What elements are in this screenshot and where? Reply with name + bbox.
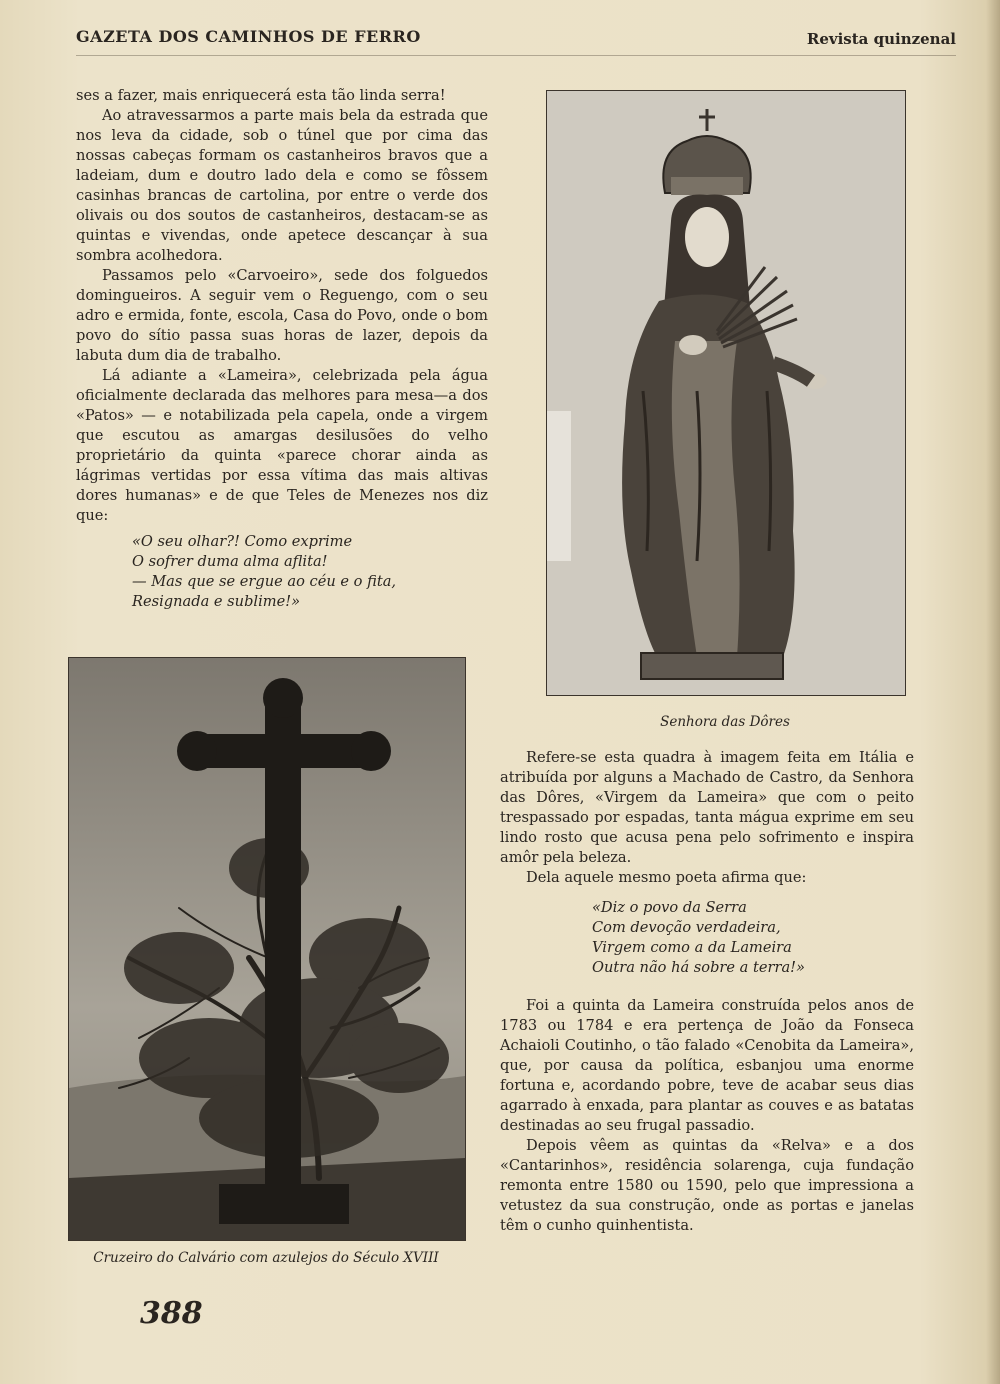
verse-line: Outra não há sobre a terra!» bbox=[592, 959, 805, 976]
statue-caption: Senhora das Dôres bbox=[660, 714, 790, 730]
paragraph: Ao atravessarmos a parte mais bela da estrada que nos leva da cidade, sob o túnel que por cima das nossas cabeças formam os castanheiros bravos que a ladeiam, dum e doutro lado dela e como se fôssem casinhas brancas de cartolina, por entre o verde dos olivais ou dos soutos de castanheiros, destacam-se as quintas e vivendas, onde apetece descançar à sua sombra acolhedora. bbox=[76, 107, 488, 264]
page-number: 388 bbox=[140, 1296, 203, 1331]
statue-photo bbox=[546, 90, 906, 696]
paragraph: Lá adiante a «Lameira», celebrizada pela água oficialmente declarada das melhores para mesa—a dos «Patos» — e notabilizada pela capela, onde a virgem que escutou as amargas desilusões do velho proprietário da quinta «parece chorar ainda as lágrimas vertidas por essa vítima das mais altivas dores humanas» e de que Teles de Menezes nos diz que: bbox=[76, 367, 488, 524]
verse-line: Resignada e sublime!» bbox=[132, 593, 301, 610]
verse-line: Com devoção verdadeira, bbox=[592, 919, 781, 936]
right-column-text bbox=[500, 748, 914, 1236]
header-rule bbox=[76, 55, 956, 56]
page-binding-shadow bbox=[986, 0, 1000, 1384]
verse-line: «O seu olhar?! Como exprime bbox=[132, 533, 353, 550]
paragraph: Passamos pelo «Carvoeiro», sede dos folguedos domingueiros. A seguir vem o Reguengo, com o seu adro e ermida, fonte, escola, Casa do Povo, onde o bom povo do sítio passa suas horas de lazer, depois da labuta dum dia de trabalho. bbox=[76, 267, 488, 364]
verse-quote bbox=[592, 898, 914, 978]
verse-line: — Mas que se ergue ao céu e o fita, bbox=[132, 573, 397, 590]
paragraph: Foi a quinta da Lameira construída pelos anos de 1783 ou 1784 e era pertença de João da Fonseca Achaioli Coutinho, o tão falado «Cenobita da Lameira», que, por causa da política, esbanjou uma enorme fortuna e, acordando pobre, teve de acabar seus dias agarrado à enxada, para plantar as couves e as batatas destinadas ao seu frugal passadio. bbox=[500, 997, 914, 1134]
verse-quote bbox=[132, 532, 488, 612]
verse-line: «Diz o povo da Serra bbox=[592, 899, 747, 916]
verse-line: O sofrer duma alma aflita! bbox=[132, 553, 328, 570]
cross-silhouette-icon bbox=[69, 658, 465, 1240]
verse-line: Virgem como a da Lameira bbox=[592, 939, 792, 956]
paragraph: Depois vêem as quintas da «Relva» e a dos «Cantarinhos», residência solarenga, cuja fundação remonta entre 1580 ou 1590, pelo que impressiona a vetustez da sua construção, onde as portas e janelas têm o cunho quinhentista. bbox=[500, 1137, 914, 1234]
left-column-text bbox=[76, 86, 488, 612]
paragraph: Refere-se esta quadra à imagem feita em Itália e atribuída por alguns a Machado de Castro, da Senhora das Dôres, «Virgem da Lameira» que com o peito trespassado por espadas, tanta mágua exprime em seu lindo rosto que acusa pena pelo sofrimento e inspira amôr pela beleza. bbox=[500, 749, 914, 866]
header-title: GAZETA DOS CAMINHOS DE FERRO bbox=[76, 27, 421, 46]
paragraph: Dela aquele mesmo poeta afirma que: bbox=[526, 869, 807, 886]
madonna-statue-icon bbox=[547, 91, 905, 695]
paragraph: ses a fazer, mais enriquecerá esta tão linda serra! bbox=[76, 87, 446, 104]
cross-caption: Cruzeiro do Calvário com azulejos do Século XVIII bbox=[93, 1250, 439, 1266]
header-subtitle: Revista quinzenal bbox=[806, 30, 956, 48]
cross-photo bbox=[68, 657, 466, 1241]
